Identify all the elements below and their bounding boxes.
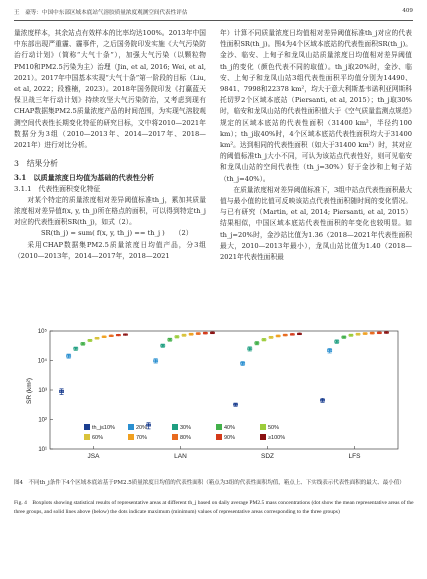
legend-swatch [172,434,178,440]
legend-swatch [216,434,222,440]
legend-label: 90% [224,435,236,441]
mean-dot [67,355,69,357]
y-tick-label: 10³ [38,388,47,395]
x-tick-label: JSA [87,453,100,460]
mean-dot [249,348,251,350]
mean-dot [364,332,366,334]
mean-dot [147,424,149,426]
running-header [14,8,413,21]
legend-swatch [216,424,222,430]
x-tick-label: LAN [174,453,187,460]
mean-dot [211,332,213,334]
paragraph: 量浓度样本，其余站点有效样本的比率均达100%。2013年中国中东部出现严重霾、霾事件，之后国务院印发实施《大气污染防治行动计划》（简称“大气十条”），加强大气污染（以颗粒物PM10和PM2.5污染为主）治理（Jin, et al, 2016; Wei, et al, 2021）。2017年中国基本实现“大气十条”第一阶段的目标（Liu, et al, 2022；段雅楠，2023）。2018年国务院印发《打赢蓝天保卫战三年行动计划》持续攻坚大气污染防治，又考虑到现有CHAP数据集PM2.5质量浓度产品的时间范围，为实现气溶胶观测空间代表性长期变化特征的研究目标，文中将2010—2021年数据分为3组（2010—2013年、2014—2017年、2018—2021年）进行对比分析。 [14,29,206,150]
header-title: 王 豪等：中国中东部区域本底站气溶胶质量浓度观测空间代表性评估 [14,10,188,16]
mean-dot [234,403,236,405]
legend-swatch [84,424,90,430]
mean-dot [284,334,286,336]
legend-label: 60% [92,435,104,441]
figure-caption-cn: 图4 不同th_j条件下4个区域本底站基于PM2.5质量浓度日均值的代表性面积（箱点为3组的代表性面积均值，箱点上、下实线表示代表性面积的最大、最小值） [14,480,405,486]
mean-dot [385,331,387,333]
mean-dot [96,337,98,339]
mean-dot [378,332,380,334]
mean-dot [82,343,84,345]
legend-label: 70% [136,435,148,441]
boxplot-chart [24,325,404,477]
mean-dot [263,338,265,340]
subsubsection-heading: 3.1.1 代表性面积变化特征 [14,184,101,193]
y-tick-label: 10⁵ [37,329,47,336]
legend-label: 30% [180,425,192,431]
legend-swatch [128,424,134,430]
mean-dot [103,336,105,338]
paragraph: 对某个特定的质量浓度相对差异阈值标准th_j，累加其质量浓度相对差异值f(x, y, th_j)所在格点的面积，可以得到特定th_j对应的代表性面积SR(th_j)，如式（2）。 [14,195,206,227]
legend-label: th_j≤10% [92,425,115,431]
y-axis-label: SR (km²) [26,378,33,404]
subsection-heading: 3.1 以质量浓度日均值为基础的代表性分析 [14,173,155,183]
mean-dot [343,336,345,338]
legend-label: 50% [268,425,280,431]
mean-dot [298,333,300,335]
mean-dot [270,336,272,338]
paragraph: 年）计算不同质量浓度日均值相对差异阈值标准th_j对应的代表性面积SR(th_j)。图4为4个区域本底站的代表性面积SR(th_j)。金沙、临安、上甸子和龙凤山站质量浓度日均值相对差异阈值th_j的变化（颜色代表不同的取值）。th_j取20%时，金沙、临安、上甸子和龙凤山站3组代表性面积平均值分别为14490、9841、7998和22378 km²，均大于意大利斯基韦诺利亚网斯科托切罗2个区域本底站（Piersanti, et al, 2015）；th_j取30%时，临安和龙凤山站的代表性面积值大于《空气质量监测点规范》规定的区域本底站的代表性面积（31400 km²，半径约100 km）；th_j取40%时，4个区域本底站代表性面积均大于31400 km²。达到相同的代表性面积（如大于31400 km²）时，其对应的阈值标准th_j大小不同，可认为该站点代表性好，则可见临安和龙凤山站的空间代表性（th_j=30%）好于金沙和上甸子站（th_j=40%）。 [220,29,412,183]
mean-dot [110,335,112,337]
legend-label: 80% [180,435,192,441]
page-number: 409 [402,8,413,14]
mean-dot [190,333,192,335]
mean-dot [256,342,258,344]
mean-dot [321,399,323,401]
paragraph: 在质量浓度相对差异阈值标准下，3组中站点代表性面积最大值与最小值的比值可反映该站点代表性面积随时间的变化情况。与已有研究（Martin, et al, 2014; Piersanti, et al, 2015）结果相似，中国区域本底站代表性面积的年变化也较明显。如th_j=20%时，金沙站比值为1.36（2018—2021年代表性面积最大，2010—2013年最小），龙凤山站比值为1.40（2018—2021年代表性面积最 [220,185,412,262]
legend-swatch [84,434,90,440]
legend-swatch [172,424,178,430]
mean-dot [75,347,77,349]
mean-dot [124,333,126,335]
plot-frame [50,331,398,449]
figure-caption-en: Fig. 4 Boxplots showing statistical results of representative areas at different th_j based on daily average PM2.5 mass concentrations (dot show the mean representative areas of the three groups, and solid lines above (below) the dots indicate maximum (minimum) values of representative areas corresponding to the three groups) [14,500,414,515]
right-column [220,28,412,263]
mean-dot [60,390,62,392]
mean-dot [183,334,185,336]
equation: SR(th_j) = sum( f(x, y, th_j) == th_j ) （2） [40,229,193,238]
mean-dot [350,334,352,336]
mean-dot [241,362,243,364]
x-tick-label: SDZ [261,453,274,460]
y-tick-label: 10⁴ [37,358,47,365]
mean-dot [371,332,373,334]
y-tick-label: 10² [38,417,47,424]
legend-label: 40% [224,425,236,431]
legend-swatch [260,434,266,440]
mean-dot [328,349,330,351]
y-tick-label: 10¹ [38,447,47,454]
mean-dot [169,338,171,340]
mean-dot [277,335,279,337]
legend-swatch [128,434,134,440]
legend-swatch [260,424,266,430]
x-tick-label: LFS [348,453,361,460]
paragraph: 采用CHAP数据集PM2.5质量浓度日均值产品，分3组（2010—2013年，2014—2017年，2018—2021 [14,240,206,260]
mean-dot [117,334,119,336]
legend-label: ≥100% [268,435,286,441]
left-column [14,28,206,262]
legend-label: 20% [136,425,148,431]
mean-dot [176,336,178,338]
mean-dot [291,333,293,335]
mean-dot [204,332,206,334]
mean-dot [197,332,199,334]
mean-dot [89,339,91,341]
mean-dot [336,340,338,342]
mean-dot [357,333,359,335]
mean-dot [162,344,164,346]
mean-dot [154,360,156,362]
section-heading: 3 结果分析 [14,159,58,169]
